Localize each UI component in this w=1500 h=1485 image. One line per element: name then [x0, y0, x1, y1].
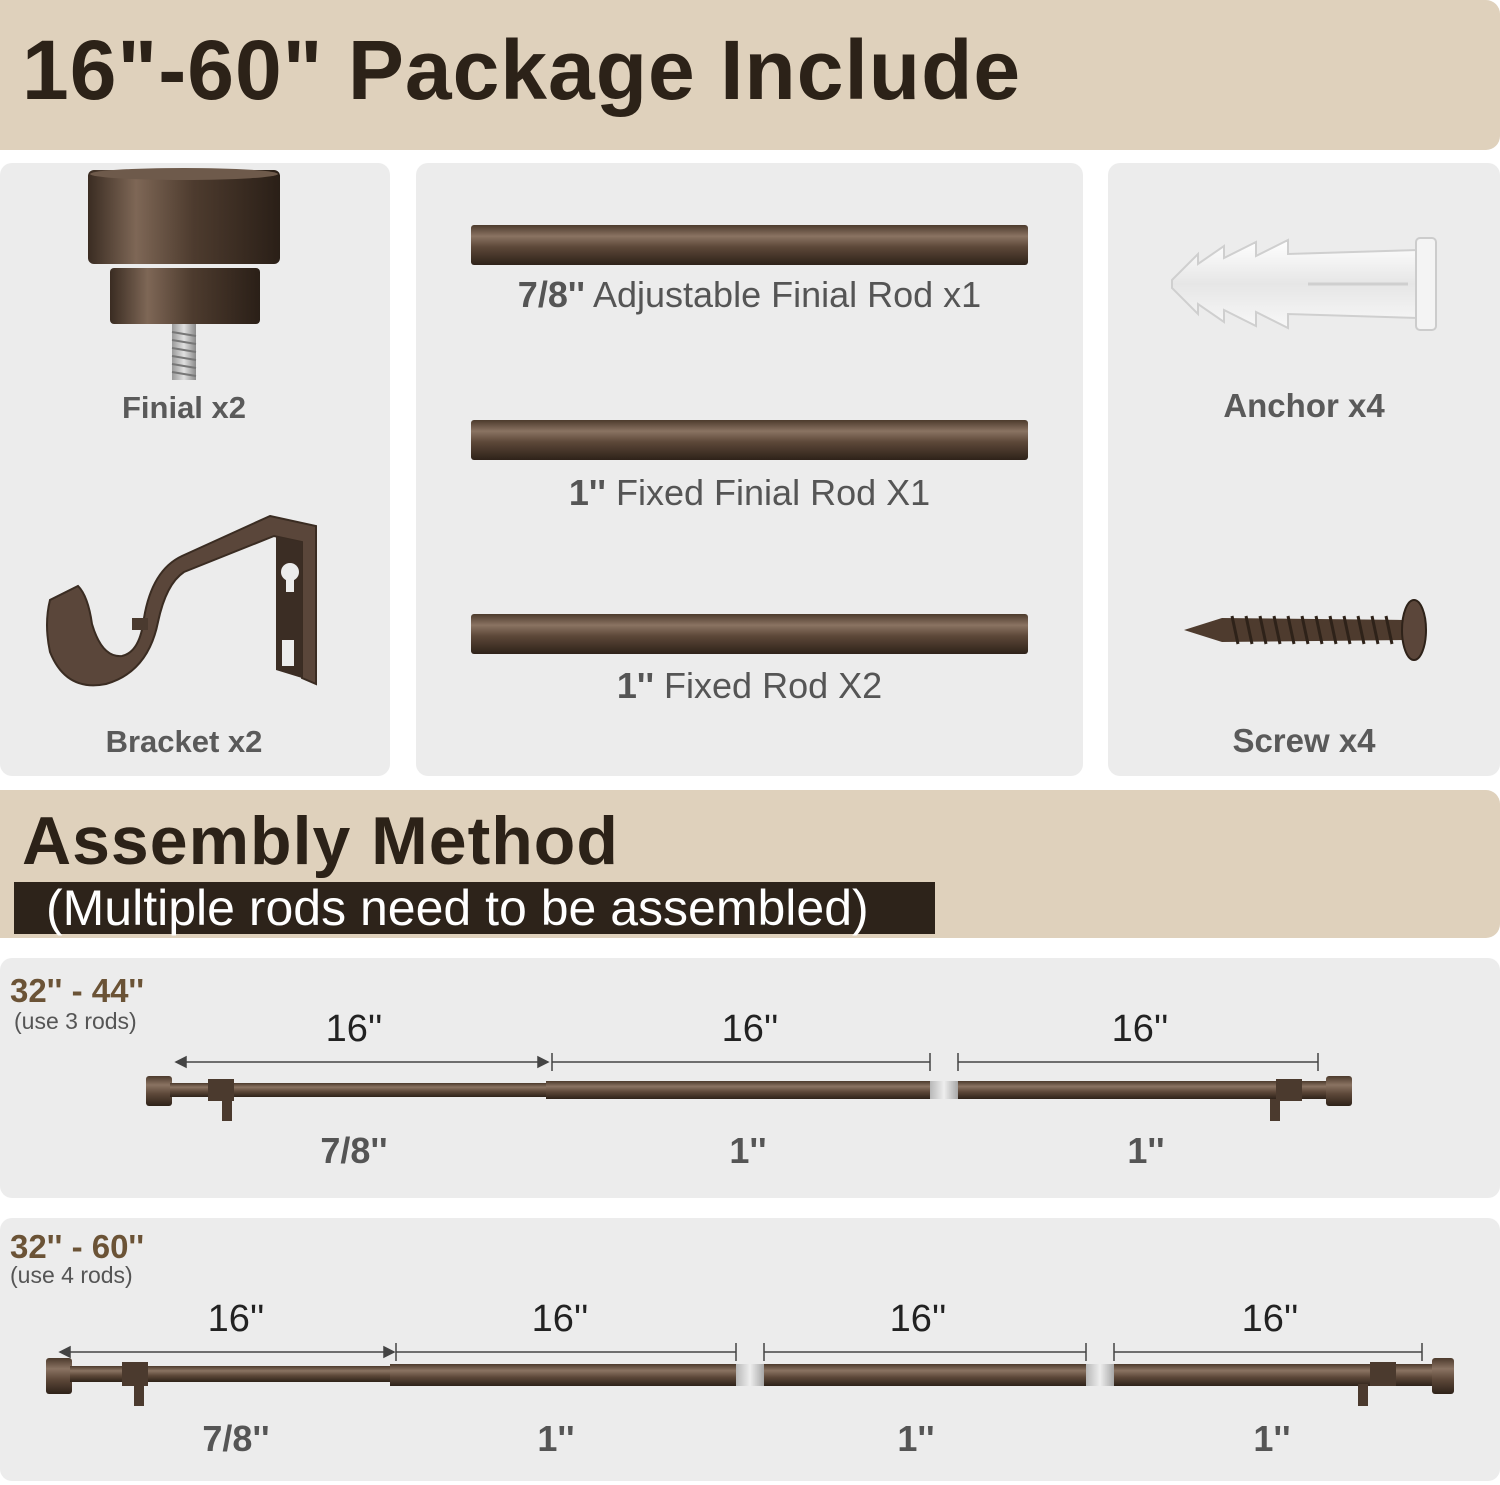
segment-size: 1''	[897, 1418, 935, 1459]
anchor-illustration	[1168, 234, 1438, 334]
assembly-subtitle: (Multiple rods need to be assembled)	[14, 882, 935, 934]
config-range: 32'' - 60''	[10, 1228, 145, 1265]
assembly-diagram-4-rods	[40, 1340, 1460, 1410]
rod-name: Fixed Finial Rod X1	[616, 472, 931, 513]
screw-illustration	[1182, 598, 1432, 662]
segment-size: 1''	[729, 1130, 767, 1171]
config-note: (use 4 rods)	[10, 1262, 133, 1288]
bracket-label: Bracket x2	[105, 724, 263, 759]
segment-length: 16''	[207, 1298, 265, 1340]
segment-length: 16''	[531, 1298, 589, 1340]
rod-size: 7/8''	[517, 274, 585, 315]
package-title: 16"-60" Package Include	[22, 23, 1022, 117]
bracket-illustration	[44, 512, 324, 692]
fixed-finial-rod-image	[471, 420, 1028, 460]
fixed-rod-image	[471, 614, 1028, 654]
rod-size: 1''	[568, 472, 606, 513]
config-range: 32'' - 44''	[10, 972, 145, 1009]
fixed-finial-rod-label	[416, 472, 1083, 514]
segment-length: 16''	[325, 1008, 383, 1050]
segment-size: 1''	[537, 1418, 575, 1459]
rod-name: Adjustable Finial Rod x1	[592, 274, 982, 315]
assembly-title: Assembly Method	[22, 803, 619, 879]
segment-size: 1''	[1253, 1418, 1291, 1459]
finial-label: Finial x2	[121, 390, 247, 425]
rod-size: 1''	[616, 665, 655, 706]
segment-size: 7/8''	[202, 1418, 270, 1459]
adjustable-finial-rod-image	[471, 225, 1028, 265]
fixed-rod-label	[416, 665, 1083, 707]
assembly-diagram-3-rods	[140, 1050, 1360, 1120]
finial-illustration	[86, 168, 286, 383]
segment-size: 1''	[1127, 1130, 1165, 1171]
screw-label: Screw x4	[1232, 722, 1376, 759]
segment-size: 7/8''	[320, 1130, 388, 1171]
segment-length: 16''	[1241, 1298, 1299, 1340]
rod-name: Fixed Rod X2	[664, 665, 883, 706]
config-note: (use 3 rods)	[14, 1008, 137, 1034]
segment-length: 16''	[889, 1298, 947, 1340]
segment-length: 16''	[721, 1008, 779, 1050]
adjustable-finial-rod-label	[416, 274, 1083, 316]
segment-length: 16''	[1111, 1008, 1169, 1050]
anchor-label: Anchor x4	[1223, 387, 1385, 424]
